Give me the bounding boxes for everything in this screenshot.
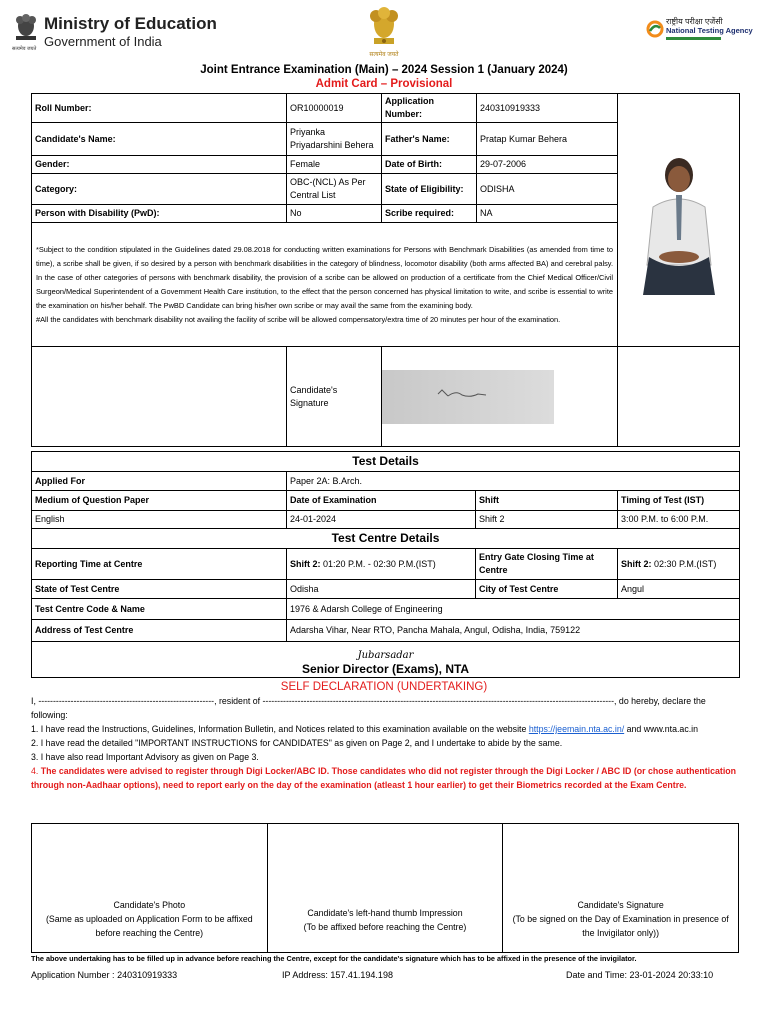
- declaration-item-1-tail: and www.nta.ac.in: [626, 724, 699, 734]
- gender-label: Gender:: [32, 156, 287, 174]
- pwd-label: Person with Disability (PwD):: [32, 205, 287, 223]
- nta-hindi-name: राष्ट्रीय परीक्षा एजेंसी: [666, 17, 723, 26]
- declaration-title: SELF DECLARATION (UNDERTAKING): [280, 681, 488, 693]
- reporting-time-label: Reporting Time at Centre: [32, 549, 287, 580]
- signature-blank-cell: [32, 347, 287, 447]
- timing-value: 3:00 P.M. to 6:00 P.M.: [618, 511, 740, 529]
- scribe-label: Scribe required:: [382, 205, 477, 223]
- moe-logo: [12, 12, 217, 54]
- candidate-photo: [619, 145, 739, 295]
- nta-logo: [646, 16, 756, 46]
- scribe-value: NA: [477, 205, 618, 223]
- pwd-note: [32, 223, 618, 347]
- footer-datetime-label: Date and Time:: [566, 970, 628, 980]
- centre-address-value: Adarsha Vihar, Near RTO, Pancha Mahala, Angul, Odisha, India, 759122: [287, 620, 740, 642]
- medium-label: Medium of Question Paper: [32, 491, 287, 511]
- thumb-box-title: Candidate's left-hand thumb Impression: [307, 908, 463, 918]
- footer-application-value: 240310919333: [117, 970, 178, 980]
- timing-label: Timing of Test (IST): [618, 491, 740, 511]
- footer-datetime-value: 23-01-2024 20:33:10: [629, 970, 714, 980]
- director-signature: Jubarsadar: [357, 650, 414, 661]
- exam-title: Joint Entrance Examination (Main) – 2024 Session 1 (January 2024): [200, 64, 568, 76]
- declaration-item-4-num: 4.: [31, 766, 39, 776]
- father-name-label: Father's Name:: [382, 123, 477, 156]
- admit-card-title: Admit Card – Provisional: [315, 78, 453, 90]
- candidate-name-label: Candidate's Name:: [32, 123, 287, 156]
- footer-ip: [282, 968, 393, 982]
- footer-ip-label: IP Address:: [282, 970, 328, 980]
- sign-box-title: Candidate's Signature: [577, 900, 664, 910]
- category-value: OBC-(NCL) As Per Central List: [287, 174, 382, 205]
- state-eligibility-label: State of Eligibility:: [382, 174, 477, 205]
- ashoka-emblem-icon: [366, 6, 402, 50]
- shift-label: Shift: [476, 491, 618, 511]
- reporting-time-text: 01:20 P.M. - 02:30 P.M.(IST): [323, 558, 436, 569]
- category-label: Category:: [32, 174, 287, 205]
- declaration-item-1-text: 1. I have read the Instructions, Guidelines, Information Bulletin, and Notices related to this examination available on the website: [31, 724, 527, 734]
- shift-value: Shift 2: [476, 511, 618, 529]
- footer-ip-value: 157.41.194.198: [330, 970, 393, 980]
- lion-emblem-icon: [12, 12, 40, 46]
- centre-code-label: Test Centre Code & Name: [32, 599, 287, 620]
- declaration-intro: I, ------------------------------------------------------------, resident of ------------------------------------------------------------------------------------------------------------------------, do hereby, declare the following:: [31, 696, 706, 720]
- centre-city-label: City of Test Centre: [476, 580, 618, 599]
- emblem-motto: सत्यमेव जयते: [12, 46, 37, 52]
- pwd-value: No: [287, 205, 382, 223]
- centre-address-label: Address of Test Centre: [32, 620, 287, 642]
- government-name: Government of India: [44, 34, 162, 49]
- centre-city-value: Angul: [618, 580, 740, 599]
- emblem-motto-center: सत्यमेव जयते: [369, 52, 399, 58]
- roll-number-label: Roll Number:: [32, 94, 287, 123]
- footer-application-label: Application Number :: [31, 970, 115, 980]
- applied-for-value: Paper 2A: B.Arch.: [287, 472, 740, 491]
- gate-closing-value: [618, 549, 740, 580]
- pwd-note-scribe: *Subject to the condition stipulated in the Guidelines dated 29.08.2018 for conducting written examinations for Persons with Benchmark Disabilities (as amended from time to time), a scribe shall be given, if so desired by a person with benchmark disabilities in the category of blindness, locomotor disability (both arms affected BA) and cerebral palsy. In the case of other categories of persons with benchmark disability, the provision of a scribe can be allowed on production of a certificate from the Chief Medical Officer/Civil Surgeon/Medical Superintendent of a Government Health Care institution, to the effect that the person concerned has physical limitation to write, and scribe is essential to write the examination on his/her behalf. The PwBD Candidate can bring his/her own scribe or may avail the same from the examining body.: [36, 244, 613, 310]
- application-number-label: Application Number:: [382, 94, 477, 123]
- applied-for-label: Applied For: [32, 472, 287, 491]
- sign-box-note: (To be signed on the Day of Examination in presence of the Invigilator only)): [512, 914, 729, 938]
- candidate-details-table: [31, 93, 740, 447]
- reporting-time-value: [287, 549, 476, 580]
- centre-state-label: State of Test Centre: [32, 580, 287, 599]
- dob-value: 29-07-2006: [477, 156, 618, 174]
- declaration-body: [31, 694, 739, 792]
- gate-closing-label: Entry Gate Closing Time at Centre: [476, 549, 618, 580]
- undertaking-boxes: [31, 823, 739, 953]
- centre-state-value: Odisha: [287, 580, 476, 599]
- reporting-shift: Shift 2:: [290, 558, 321, 569]
- photo-box-note: (Same as uploaded on Application Form to be affixed before reaching the Centre): [45, 914, 253, 938]
- director-title: Senior Director (Exams), NTA: [301, 662, 470, 676]
- thumb-impression-box: [267, 824, 503, 953]
- candidate-signature-image: [382, 370, 554, 424]
- centre-code-value: 1976 & Adarsh College of Engineering: [287, 599, 740, 620]
- declaration-item-4-text: The candidates were advised to register through Digi Locker/ABC ID. Those candidates who did not register through the Digi Locker / ABC ID (or chose authentication through non-Aadhaar options), need to report early on the day of the examination (atleast 1 hour earlier) to get their Biometrics recorded at the Exam Centre.: [31, 766, 737, 790]
- test-details-table: [31, 451, 740, 678]
- father-name-value: Pratap Kumar Behera: [477, 123, 618, 156]
- exam-date-label: Date of Examination: [287, 491, 476, 511]
- declaration-item-4: [31, 764, 739, 792]
- nta-tagline-bar: [666, 37, 721, 40]
- candidate-photo-box: [32, 824, 268, 953]
- thumb-box-note: (To be affixed before reaching the Centre): [303, 922, 467, 932]
- medium-value: English: [32, 511, 287, 529]
- candidate-photo-cell: [618, 94, 740, 347]
- application-number-value: 240310919333: [477, 94, 618, 123]
- nta-english-name: National Testing Agency: [666, 26, 753, 35]
- gender-value: Female: [287, 156, 382, 174]
- declaration-item-2: 2. I have read the detailed "IMPORTANT INSTRUCTIONS for CANDIDATES" as given on Page 2, and I undertake to abide by the same.: [31, 738, 563, 748]
- signature-right-blank: [618, 347, 740, 447]
- dob-label: Date of Birth:: [382, 156, 477, 174]
- director-cell: [32, 642, 740, 678]
- pwd-note-extra-time: #All the candidates with benchmark disability not availing the facility of scribe will be allowed compensatory/extra time of 20 minutes per hour of the examination.: [36, 314, 561, 324]
- roll-number-value: OR10000019: [287, 94, 382, 123]
- ministry-name: Ministry of Education: [44, 14, 217, 33]
- footer-note: The above undertaking has to be filled up in advance before reaching the Centre, except for the candidate's signature which has to be affixed in the presence of the invigilator.: [31, 954, 637, 963]
- test-details-title: Test Details: [32, 452, 740, 472]
- nta-swirl-icon: [646, 20, 664, 38]
- candidate-signature-label: Candidate's Signature: [287, 347, 382, 447]
- photo-box-title: Candidate's Photo: [113, 900, 186, 910]
- candidate-signature-box: [503, 824, 739, 953]
- national-emblem: [366, 6, 402, 58]
- footer-datetime: [566, 968, 713, 982]
- candidate-name-value: Priyanka Priyadarshini Behera: [287, 123, 382, 156]
- candidate-signature-cell: [382, 347, 618, 447]
- gate-closing-text: 02:30 P.M.(IST): [654, 558, 717, 569]
- gate-shift: Shift 2:: [621, 558, 652, 569]
- declaration-item-3: 3. I have also read Important Advisory as given on Page 3.: [31, 752, 259, 762]
- test-centre-title: Test Centre Details: [32, 529, 740, 549]
- footer-application: [31, 968, 177, 982]
- jeemain-website-link[interactable]: https://jeemain.nta.ac.in/: [528, 724, 625, 734]
- exam-date-value: 24-01-2024: [287, 511, 476, 529]
- declaration-item-1: [31, 722, 739, 736]
- state-eligibility-value: ODISHA: [477, 174, 618, 205]
